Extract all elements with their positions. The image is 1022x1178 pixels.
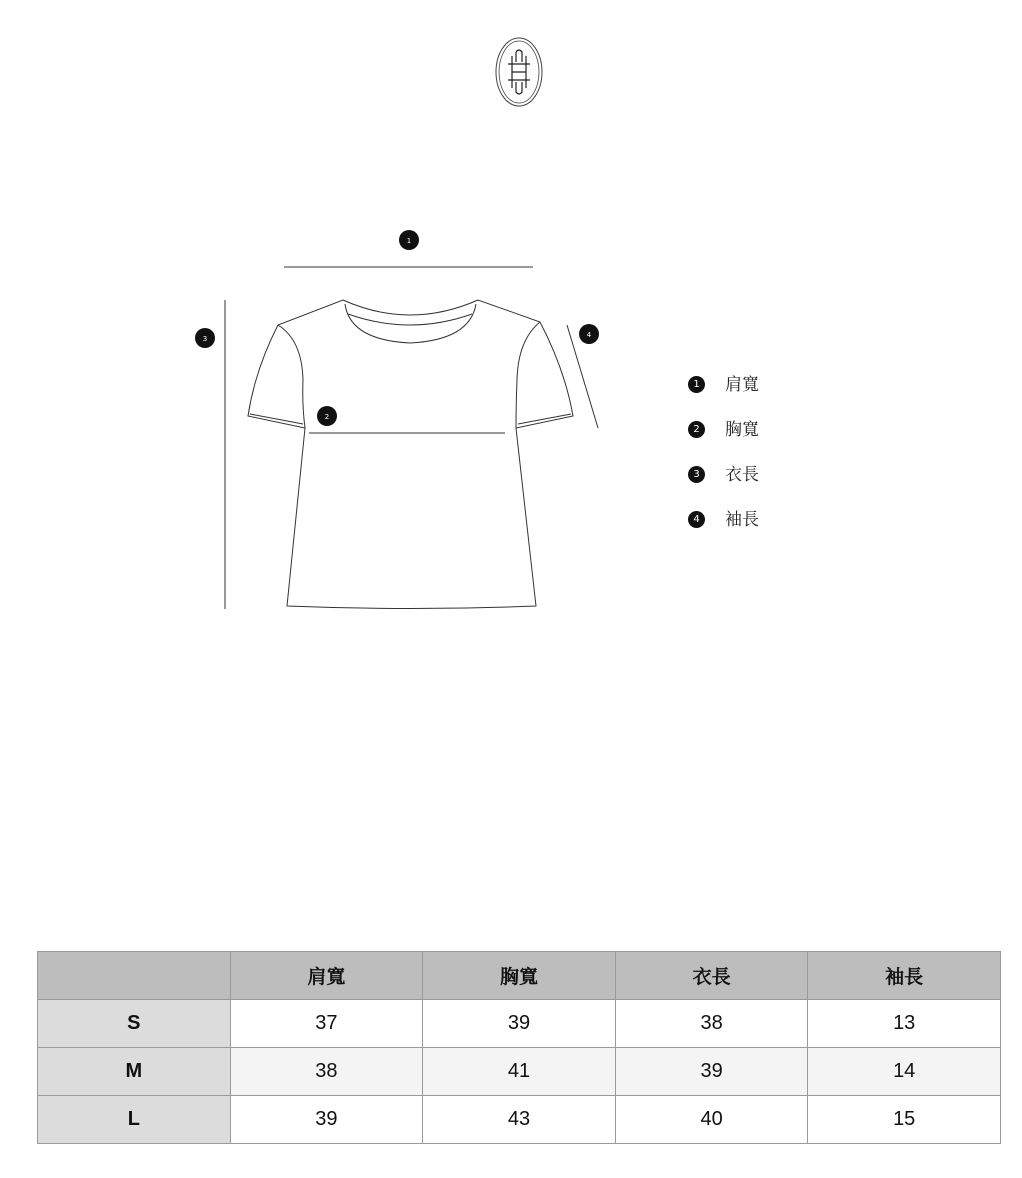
table-header-cell: 肩寬 [230, 952, 423, 1000]
table-header-cell: 袖長 [808, 952, 1001, 1000]
table-header-cell [38, 952, 231, 1000]
legend-label: 袖長 [725, 510, 759, 530]
legend-number-icon: 2 [688, 421, 705, 438]
table-cell: 39 [615, 1048, 808, 1096]
legend-label: 胸寬 [725, 420, 759, 440]
legend-label: 肩寬 [725, 375, 759, 395]
table-header-cell: 胸寬 [423, 952, 616, 1000]
marker-1 [399, 230, 419, 250]
table-cell: 14 [808, 1048, 1001, 1096]
table-cell: 37 [230, 1000, 423, 1048]
svg-text:4: 4 [586, 331, 592, 339]
table-cell: 43 [423, 1096, 616, 1144]
table-cell: 38 [230, 1048, 423, 1096]
table-cell: 40 [615, 1096, 808, 1144]
marker-3 [195, 328, 215, 348]
svg-text:3: 3 [202, 335, 208, 343]
legend-item-shoulder [688, 362, 759, 407]
table-header-cell: 衣長 [615, 952, 808, 1000]
legend-number-icon: 3 [688, 466, 705, 483]
table-cell: 13 [808, 1000, 1001, 1048]
svg-text:1: 1 [406, 237, 412, 245]
table-cell: 38 [615, 1000, 808, 1048]
svg-text:2: 2 [324, 413, 330, 421]
legend-item-chest [688, 407, 759, 452]
table-row [38, 1000, 1001, 1048]
size-chart-table [37, 951, 1001, 1144]
table-row [38, 1096, 1001, 1144]
legend-item-length [688, 452, 759, 497]
table-header-row [38, 952, 1001, 1000]
table-cell: 39 [230, 1096, 423, 1144]
size-label: S [38, 1000, 231, 1048]
legend-number-icon: 1 [688, 376, 705, 393]
measurement-legend [688, 362, 759, 542]
table-row [38, 1048, 1001, 1096]
table-cell: 39 [423, 1000, 616, 1048]
legend-number-icon: 4 [688, 511, 705, 528]
legend-label: 衣長 [725, 465, 759, 485]
marker-4 [579, 324, 599, 344]
table-cell: 15 [808, 1096, 1001, 1144]
size-label: M [38, 1048, 231, 1096]
marker-2 [317, 406, 337, 426]
size-label: L [38, 1096, 231, 1144]
legend-item-sleeve [688, 497, 759, 542]
table-cell: 41 [423, 1048, 616, 1096]
